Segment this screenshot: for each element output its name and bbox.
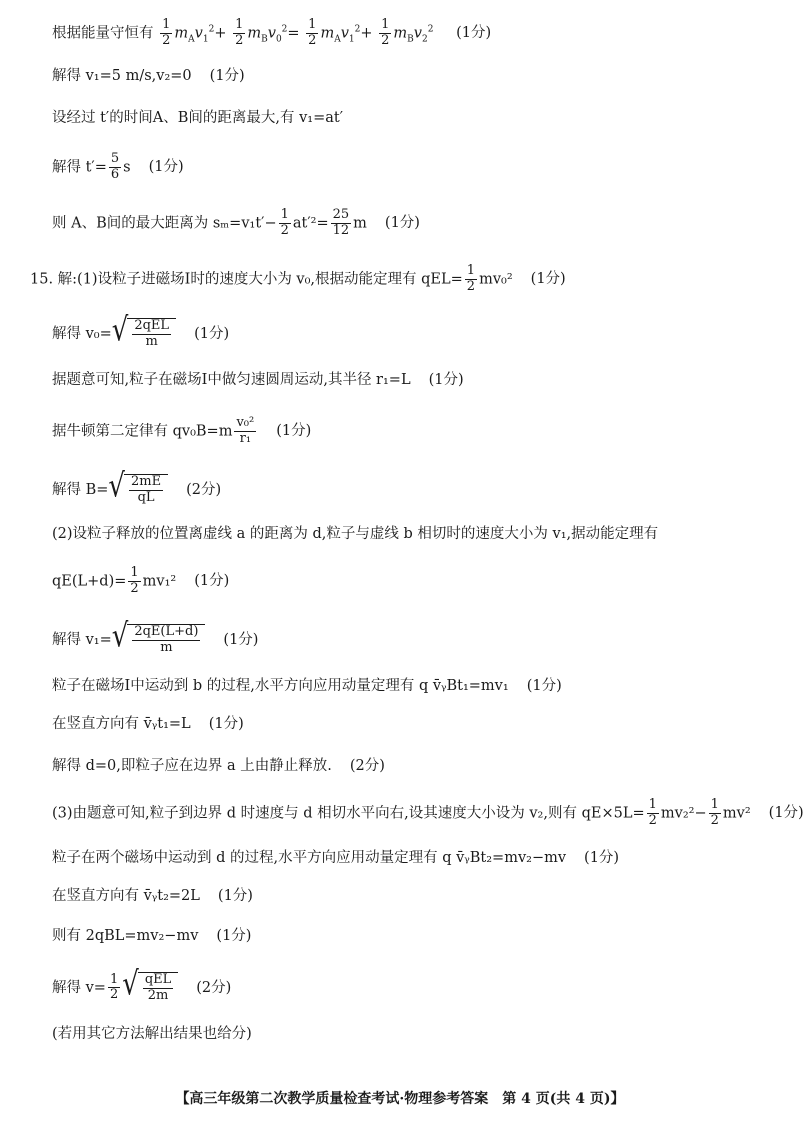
question-15-heading: 15. 解:(1)设粒子进磁场Ⅰ时的速度大小为 v₀,根据动能定理有 qEL= $\frac{1}{2}$ mv₀² (1分): [30, 263, 566, 294]
score-label: (1分): [223, 631, 259, 648]
solution-line: (3)由题意可知,粒子到边界 d 时速度与 d 相切水平向右,设其速度大小设为 v₂,则有 qE×5L= $\frac{1}{2}$ mv₂²− $\frac{1}{2}$ mv² (1分): [52, 797, 804, 828]
score-label: (1分): [194, 325, 230, 342]
score-label: (1分): [428, 372, 464, 388]
score-label: (1分): [584, 850, 620, 866]
solution-line: 解得 v= $\frac{1}{2}$ √ $\frac{\text{qEL}}{2m}$ (2分): [52, 965, 232, 1004]
solution-line: 解得 v₁=5 m/s,v₂=0 (1分): [52, 68, 245, 84]
fraction-half: $\frac{1}{2}$: [162, 17, 171, 48]
sqrt-expression: √ $\frac{\text{qEL}}{2m}$: [122, 972, 178, 1004]
score-label: (1分): [530, 271, 566, 288]
solution-line: 据题意可知,粒子在磁场Ⅰ中做匀速圆周运动,其半径 r₁=L (1分): [52, 372, 464, 388]
solution-line: (2)设粒子释放的位置离虚线 a 的距离为 d,粒子与虚线 b 相切时的速度大小为 v₁,据动能定理有: [52, 526, 659, 542]
solution-line: 粒子在磁场Ⅰ中运动到 b 的过程,水平方向应用动量定理有 q v̄ᵧBt₁=mv₁ (1分): [52, 678, 562, 694]
score-label: (2分): [186, 481, 222, 498]
solution-line: 在竖直方向有 v̄ᵧt₂=2L (1分): [52, 888, 253, 904]
fraction-half: $\frac{1}{2}$: [648, 797, 657, 828]
score-label: (2分): [196, 979, 232, 996]
fraction-half: $\frac{1}{2}$: [130, 565, 139, 596]
score-label: (2分): [349, 758, 385, 774]
sqrt-expression: √ $\frac{2mE}{qL}$: [108, 474, 168, 506]
text: 根据能量守恒有: [52, 25, 154, 42]
solution-line: 在竖直方向有 v̄ᵧt₁=L (1分): [52, 716, 244, 732]
solution-line: 解得 d=0,即粒子应在边界 a 上由静止释放. (2分): [52, 758, 385, 774]
score-label: (1分): [384, 215, 420, 232]
score-label: (1分): [194, 573, 230, 590]
score-label: (1分): [208, 716, 244, 732]
energy-conservation-line: 根据能量守恒有 $\frac{1}{2}$ $m_Av_1^2+$ $\frac{1}{2}$ $m_Bv_0^2=$ $\frac{1}{2}$ $m_Av_1^2+$ $\frac{1}{2}$ $m_Bv_2^2$ (1分): [52, 17, 492, 48]
score-label: (1分): [456, 25, 492, 42]
fraction: $\frac{5}{6}$: [110, 151, 120, 182]
fraction-half: $\frac{1}{2}$: [235, 17, 244, 48]
sqrt-expression: √ $\frac{\text{2qEL}}{m}$: [112, 318, 176, 350]
page-footer: 【高三年级第二次教学质量检查考试·物理参考答案 第 4 页(共 4 页)】: [175, 1091, 625, 1107]
solution-line: 则 A、B间的最大距离为 sₘ=v₁t′− $\frac{1}{2}$ at′²= $\frac{25}{12}$ m (1分): [52, 207, 420, 238]
fraction-half: $\frac{1}{2}$: [381, 17, 390, 48]
score-label: (1分): [276, 423, 312, 440]
solution-line: 粒子在两个磁场中运动到 d 的过程,水平方向应用动量定理有 q v̄ᵧBt₂=mv₂−mv (1分): [52, 850, 620, 866]
fraction-half: $\frac{1}{2}$: [280, 207, 289, 238]
score-label: (1分): [209, 68, 245, 84]
fraction-half: $\frac{1}{2}$: [308, 17, 317, 48]
solution-line: 则有 2qBL=mv₂−mv (1分): [52, 928, 252, 944]
fraction: $\frac{\text{v₀²}}{\text{r₁}}$: [236, 415, 255, 446]
fraction-half: $\frac{1}{2}$: [466, 263, 476, 294]
fraction: $\frac{25}{12}$: [332, 207, 350, 238]
solution-line: 解得 v₁= √ $\frac{2qE(L+d)}{m}$ (1分): [52, 617, 259, 656]
solution-line: 解得 t′= $\frac{5}{6}$ s (1分): [52, 151, 184, 182]
score-label: (1分): [526, 678, 562, 694]
score-label: (1分): [217, 888, 253, 904]
fraction-half: $\frac{1}{2}$: [710, 797, 719, 828]
score-label: (1分): [216, 928, 252, 944]
solution-line: 据牛顿第二定律有 qv₀B=m $\frac{\text{v₀²}}{\text{r₁}}$ (1分): [52, 415, 312, 446]
score-label: (1分): [148, 159, 184, 176]
score-label: (1分): [768, 805, 804, 822]
solution-line: 解得 B= √ $\frac{2mE}{qL}$ (2分): [52, 467, 222, 506]
solution-line: 设经过 t′的时间A、B间的距离最大,有 v₁=at′: [52, 110, 343, 126]
solution-line: 解得 v₀= √ $\frac{\text{2qEL}}{m}$ (1分): [52, 311, 230, 350]
solution-line: qE(L+d)= $\frac{1}{2}$ mv₁² (1分): [52, 565, 230, 596]
sqrt-expression: √ $\frac{2qE(L+d)}{m}$: [112, 624, 206, 656]
fraction-half: $\frac{1}{2}$: [109, 971, 119, 1003]
note-line: (若用其它方法解出结果也给分): [52, 1026, 252, 1042]
